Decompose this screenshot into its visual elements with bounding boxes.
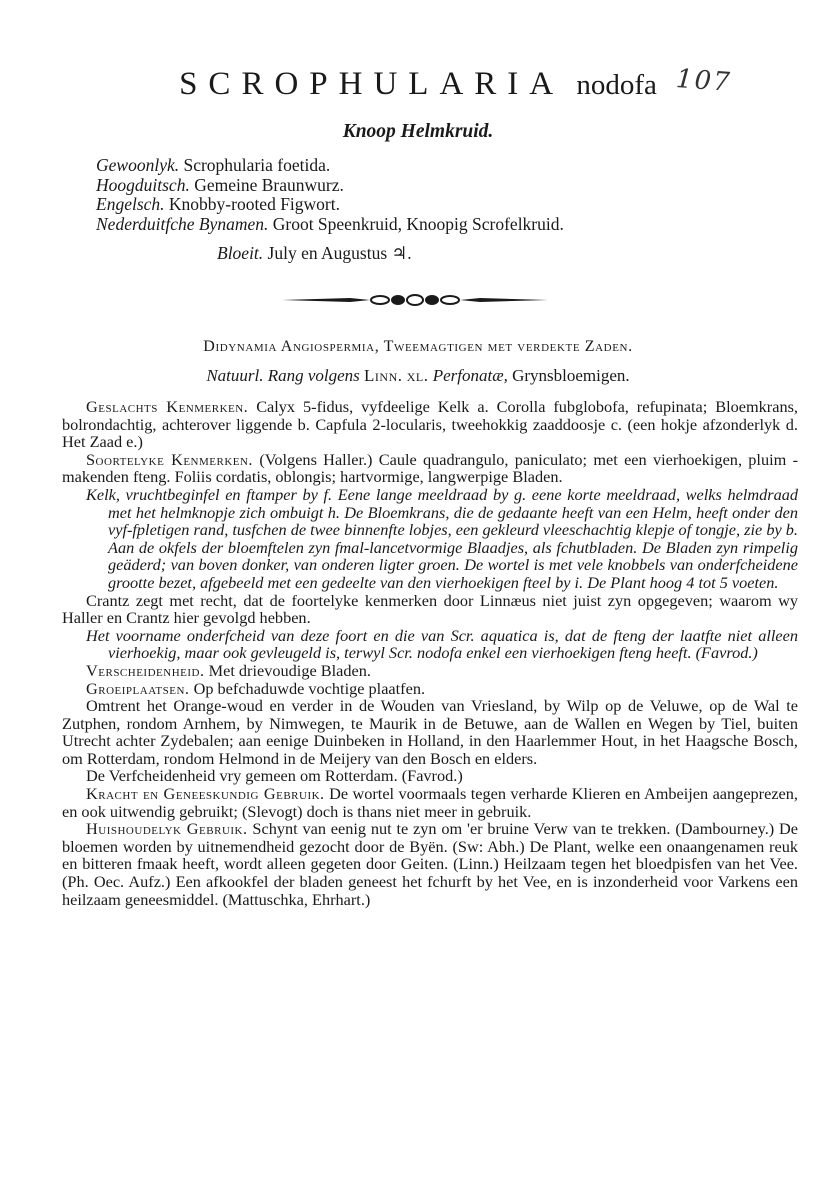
dutch-name: Knoop Helmkruid.: [342, 121, 494, 142]
handwritten-page-number: 107: [675, 64, 733, 98]
natural-order: Natuurl. Rang volgens Linn. xl. Perfonatæ, Grynsbloemigen.: [206, 366, 630, 385]
genus-name: SCROPHULARIA: [179, 66, 565, 102]
habitat-heading: Groeiplaatsen. Op befchaduwde vochtige plaatfen.: [86, 678, 426, 698]
common-names: [96, 156, 736, 234]
genus-characters: Geslachts Kenmerken. Calyx 5-fidus, vyfdeelige Kelk a. Corolla fubglobofa, refupinata; Bloemkrans, bolrondachtig, achterover liggende b. Capfula 2-locularis, tweehokkig zaaddoosje c. (een hokje afzonderlyk d. Het Zaad e.): [62, 397, 798, 452]
household-use: Huishoudelyk Gebruik. Schynt van eenig nut te zyn om 'er bruine Verw van te trekken. (Dambourney.) De bloemen worden by uitnemendheid gezocht door de Byën. (Sw: Abh.) De Plant, welke een onaangenamen reuk en bitteren fmaak heeft, wordt alleen gegeten door Geiten. (Linn.) Heilzaam tegen het bloedpisfen van het Vee. (Ph. Oec. Aufz.) Een afkookfel der bladen geneest het fchurft by het Vee, en is inzonderheid voor Varkens een heilzaam geneesmiddel. (Mattuschka, Ehrhart.): [62, 819, 798, 909]
variety: Verscheidenheid. Met drievoudige Bladen.: [86, 660, 371, 680]
description-paragraph: Kelk, vruchtbeginfel en ftamper by f. Eene lange meeldraad by g. eene korte meeldraad, welks helmdraad met het helmknopje zich ombuigt h. De Bloemkrans, die de gedaante heeft van een Helm, heeft onder den vyf-fpletigen rand, tusfchen de twee binnenfte lobjes, een gekleurd vleeschachtig klepje of tongje, zie by b. Aan de okfels der bloemftelen zyn fmal-lancetvormige Blaadjes, als fchutbladen. De Bladen zyn rimpelig geäderd; van boven donker, van onderen ligter groen. De wortel is met vele knobbels van onderfcheidene grootte bezet, afgebeeld met een gedeelte van den vierhoekigen fteel by i. De Plant hoog 4 tot 5 voeten.: [86, 484, 798, 592]
habitat-locations: Omtrent het Orange-woud en verder in de Wouden van Vriesland, by Wilp op de Veluwe, op de Wal te Zutphen, rondom Arnhem, by Nimwegen, te Maurik in de Betuwe, aan de Wallen en Wegen by Tiel, buiten Utrecht achter Zydebalen; aan eenige Duinbeken in Holland, in den Haarlemmer Hout, in het Haagsche Bosch, om Rotterdam, rondom Helmond in de Meijery van den Bosch en elders.: [62, 696, 798, 768]
name-row: Engelsch. Knobby-rooted Figwort.: [96, 194, 341, 214]
description-paragraph: Crantz zegt met recht, dat de foortelyke kenmerken door Linnæus niet juist zyn opgegeven; waarom wy Haller en Crantz hier gevolgd hebben.: [62, 590, 798, 628]
ornament-divider-icon: [280, 290, 550, 310]
linnaean-class: Didynamia Angiospermia, Tweemagtigen met verdekte Zaden.: [203, 338, 633, 355]
medicinal-use: Kracht en Geneeskundig Gebruik. De wortel voormaals tegen verharde Klieren en Ambeijen aangeprezen, en ook uitwendig gebruikt; (Slevogt) doch is thans niet meer in gebruik.: [62, 784, 798, 821]
description-body: [62, 398, 798, 908]
variety-note: De Verfcheidenheid vry gemeen om Rotterdam. (Favrod.): [86, 766, 463, 786]
species-name: nodofa: [576, 69, 657, 101]
description-paragraph: Het voorname onderfcheid van deze foort en die van Scr. aquatica is, dat de fteng der laatfte niet alleen vierhoekig, maar ook gevleugeld is, terwyl Scr. nodofa enkel een vierhoekigen fteng heeft. (Favrod.): [86, 625, 798, 663]
name-row: Nederduitfche Bynamen. Groot Speenkruid, Knoopig Scrofelkruid.: [96, 213, 564, 234]
name-row: Hoogduitsch. Gemeine Braunwurz.: [96, 174, 344, 195]
species-characters: Soortelyke Kenmerken. (Volgens Haller.) Caule quadrangulo, paniculato; met een vierhoekigen, pluim - makenden fteng. Foliis cordatis, oblongis; hartvormige, langwerpige Bladen.: [62, 449, 798, 487]
name-row: Gewoonlyk. Scrophularia foetida.: [96, 155, 331, 175]
flowering-time: Bloeit. July en Augustus ♃.: [217, 243, 412, 263]
